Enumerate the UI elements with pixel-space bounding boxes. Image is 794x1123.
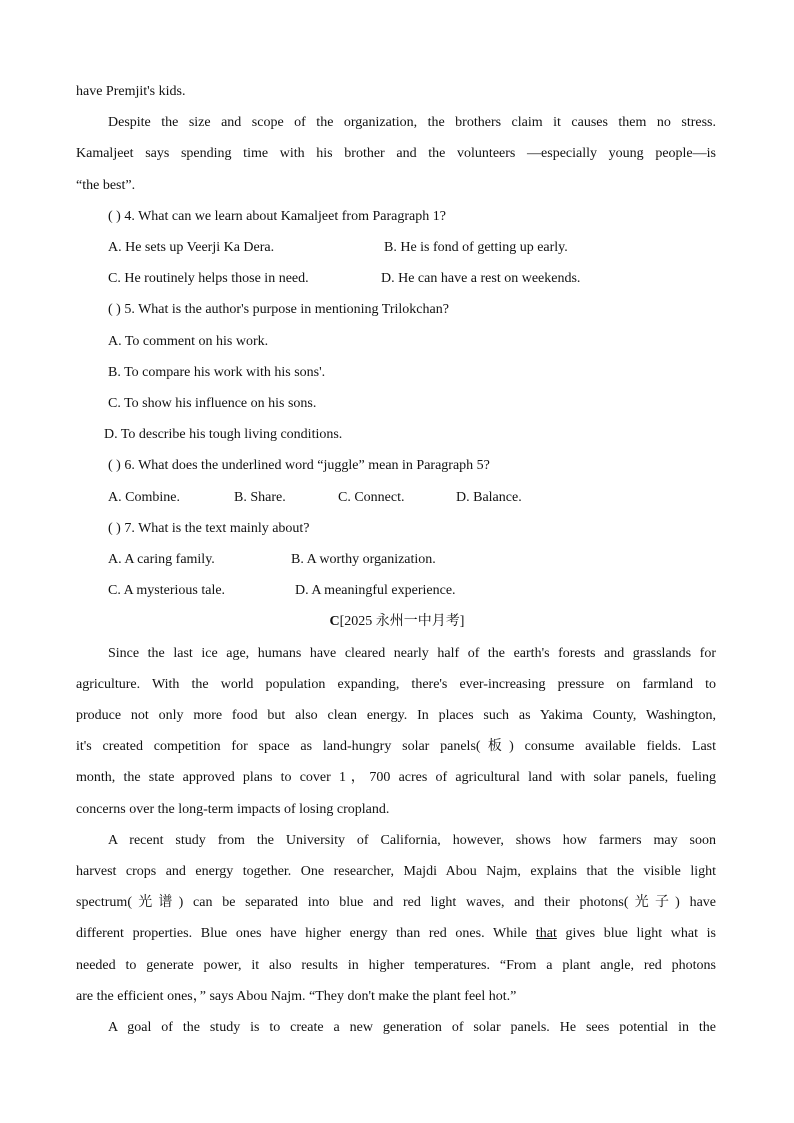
passage-b-para-line: Despite the size and scope of the organization, the brothers claim it causes them no stress. [108, 115, 716, 130]
passage-c-p1-line: agriculture. With the world population expanding, there's ever-increasing pressure on farmland to [76, 677, 716, 692]
passage-c-p1-line: concerns over the long-term impacts of losing cropland. [76, 802, 390, 817]
question-6-option-c: C. Connect. [338, 490, 405, 505]
section-c-heading [0, 612, 794, 632]
section-source: [2025 永州一中月考] [339, 614, 465, 629]
passage-b-para-line: “the best”. [76, 178, 136, 193]
passage-b-continuation: have Premjit's kids. [76, 84, 186, 99]
question-6-stem: ( ) 6. What does the underlined word “juggle” mean in Paragraph 5? [108, 458, 490, 473]
passage-c-p1-line: month, the state approved plans to cover 1，700 acres of agricultural land with solar panels, fueling [76, 770, 716, 785]
question-6-option-d: D. Balance. [456, 490, 522, 505]
question-4-option-a: A. He sets up Veerji Ka Dera. [108, 240, 275, 255]
passage-c-p2-line-with-underline [76, 924, 716, 944]
question-6-option-a: A. Combine. [108, 490, 180, 505]
passage-c-p1-line: Since the last ice age, humans have cleared nearly half of the earth's forests and grasslands for [108, 646, 716, 661]
question-5-option-b: B. To compare his work with his sons'. [108, 365, 326, 380]
question-4-stem: ( ) 4. What can we learn about Kamaljeet from Paragraph 1? [108, 209, 446, 224]
question-4-option-c: C. He routinely helps those in need. [108, 271, 309, 286]
passage-b-para-line: Kamaljeet says spending time with his brother and the volunteers —especially young people—is [76, 146, 716, 161]
passage-c-p1-line: it's created competition for space as land-hungry solar panels(板) consume available fields. Last [76, 739, 716, 754]
question-7-option-d: D. A meaningful experience. [295, 583, 456, 598]
passage-c-p2-line: are the efficient ones，” says Abou Najm. “They don't make the plant feel hot.” [76, 989, 517, 1004]
question-7-option-b: B. A worthy organization. [291, 552, 436, 567]
question-5-option-a: A. To comment on his work. [108, 334, 269, 349]
passage-c-p2-text: gives blue light what is [565, 926, 716, 941]
passage-c-p2-line: A recent study from the University of California, however, shows how farmers may soon [108, 833, 716, 848]
question-4-option-d: D. He can have a rest on weekends. [381, 271, 581, 286]
passage-c-p1-line: produce not only more food but also clean energy. In places such as Yakima County, Washington, [76, 708, 716, 723]
passage-c-p2-line: needed to generate power, it also results in higher temperatures. “From a plant angle, red photons [76, 958, 716, 973]
question-7-option-a: A. A caring family. [108, 552, 215, 567]
passage-c-p3-line: A goal of the study is to create a new generation of solar panels. He sees potential in the [108, 1020, 716, 1035]
question-7-stem: ( ) 7. What is the text mainly about? [108, 521, 310, 536]
passage-c-p2-line: spectrum(光谱) can be separated into blue and red light waves, and their photons(光子) have [76, 895, 716, 910]
passage-c-p2-text: different properties. Blue ones have higher energy than red ones. While [76, 926, 528, 941]
question-7-option-c: C. A mysterious tale. [108, 583, 226, 598]
question-4-option-b: B. He is fond of getting up early. [384, 240, 568, 255]
question-5-option-d: D. To describe his tough living conditions. [104, 427, 343, 442]
question-5-stem: ( ) 5. What is the author's purpose in mentioning Trilokchan? [108, 302, 449, 317]
section-letter: C [329, 614, 340, 629]
passage-c-p2-line: harvest crops and energy together. One researcher, Majdi Abou Najm, explains that the visible light [76, 864, 716, 879]
underlined-word-that: that [535, 926, 557, 941]
question-6-option-b: B. Share. [234, 490, 286, 505]
question-5-option-c: C. To show his influence on his sons. [108, 396, 317, 411]
